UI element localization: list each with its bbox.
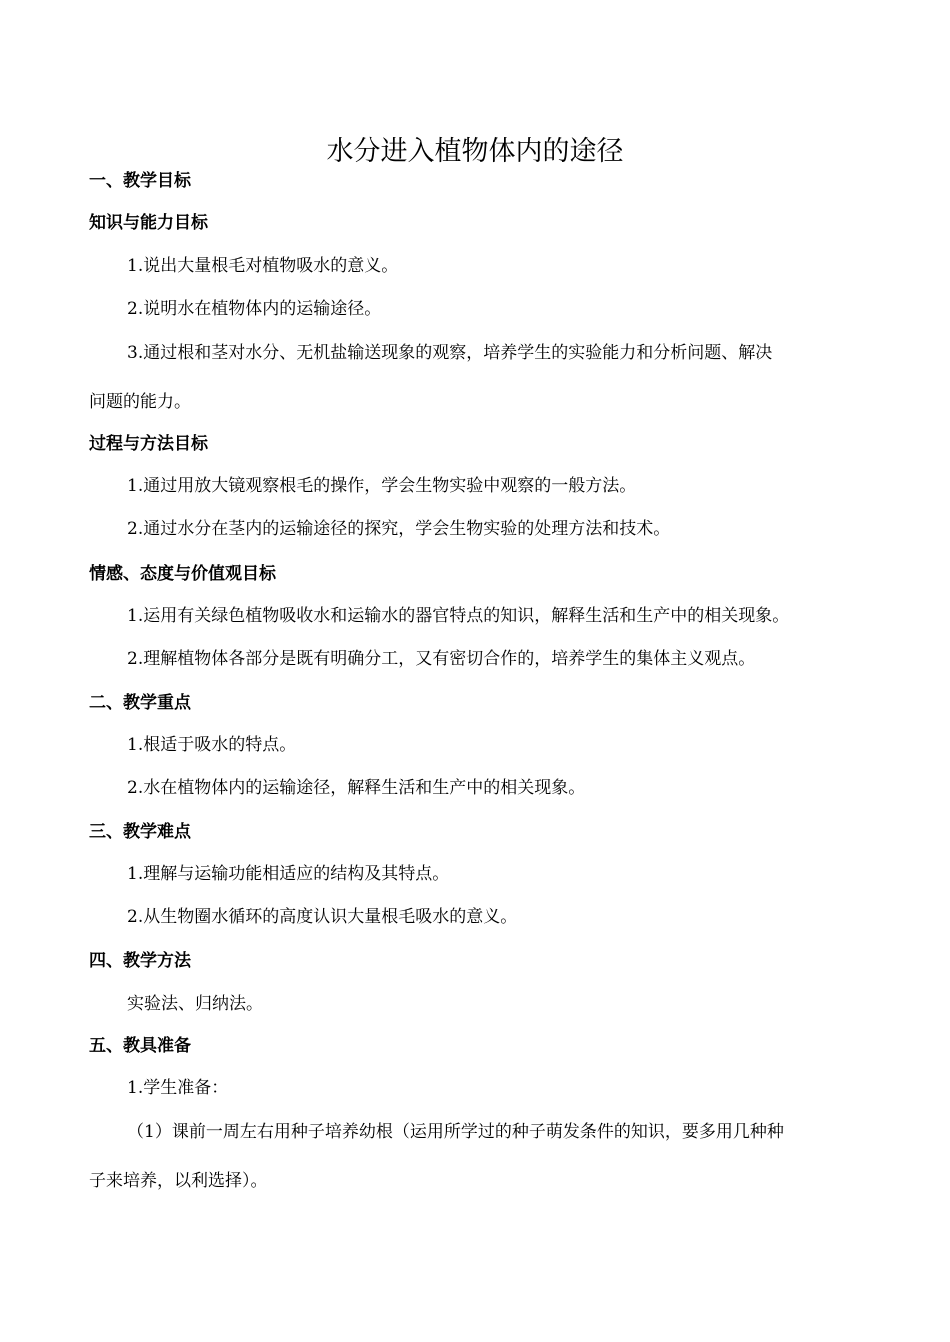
paragraph: 1.说出大量根毛对植物吸水的意义。: [127, 256, 399, 276]
document-title: 水分进入植物体内的途径: [326, 136, 624, 167]
subheading-process-method: 过程与方法目标: [89, 434, 208, 454]
paragraph: （1）课前一周左右用种子培养幼根（运用所学过的种子萌发条件的知识，要多用几种种: [127, 1122, 784, 1142]
subheading-emotion-attitude-values: 情感、态度与价值观目标: [89, 564, 276, 584]
section-heading-difficulties: 三、教学难点: [89, 822, 191, 842]
section-heading-teaching-methods: 四、教学方法: [89, 951, 191, 971]
paragraph: 实验法、归纳法。: [127, 994, 263, 1014]
section-heading-teaching-objectives: 一、教学目标: [89, 171, 191, 191]
paragraph-continuation: 子来培养，以利选择）。: [89, 1171, 268, 1191]
paragraph: 2.通过水分在茎内的运输途径的探究，学会生物实验的处理方法和技术。: [127, 519, 671, 539]
paragraph: 3.通过根和茎对水分、无机盐输送现象的观察，培养学生的实验能力和分析问题、解决: [127, 343, 773, 363]
paragraph: 1.理解与运输功能相适应的结构及其特点。: [127, 864, 450, 884]
paragraph: 2.说明水在植物体内的运输途径。: [127, 299, 382, 319]
section-heading-key-points: 二、教学重点: [89, 693, 191, 713]
paragraph: 1.学生准备：: [127, 1078, 229, 1098]
paragraph: 2.从生物圈水循环的高度认识大量根毛吸水的意义。: [127, 907, 518, 927]
subheading-knowledge-ability: 知识与能力目标: [89, 213, 208, 233]
paragraph-continuation: 问题的能力。: [89, 392, 191, 412]
paragraph: 1.根适于吸水的特点。: [127, 735, 297, 755]
section-heading-teaching-aids: 五、教具准备: [89, 1036, 191, 1056]
paragraph: 1.运用有关绿色植物吸收水和运输水的器官特点的知识，解释生活和生产中的相关现象。: [127, 606, 790, 626]
paragraph: 1.通过用放大镜观察根毛的操作，学会生物实验中观察的一般方法。: [127, 476, 637, 496]
paragraph: 2.理解植物体各部分是既有明确分工，又有密切合作的，培养学生的集体主义观点。: [127, 649, 756, 669]
paragraph: 2.水在植物体内的运输途径，解释生活和生产中的相关现象。: [127, 778, 586, 798]
